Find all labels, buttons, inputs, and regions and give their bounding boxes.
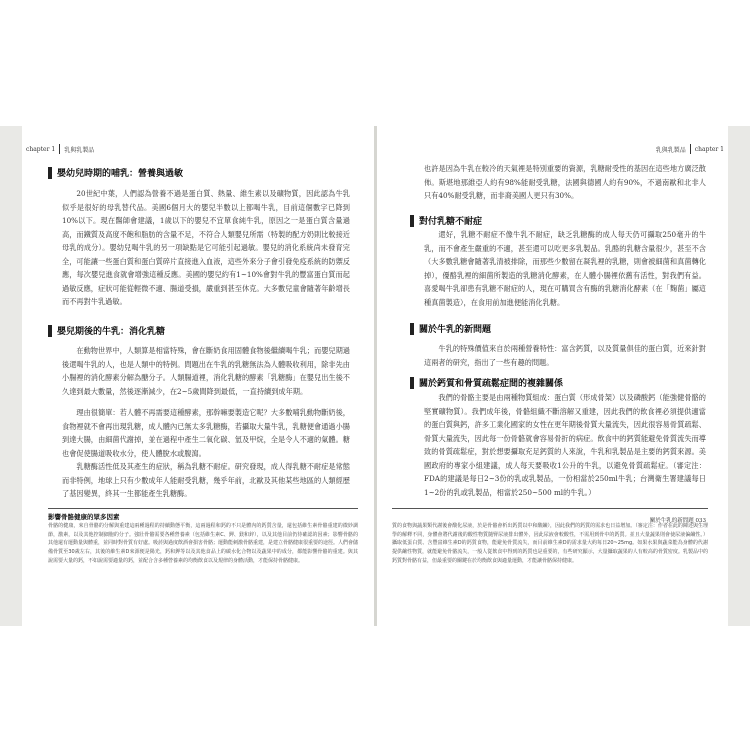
heading-marker — [410, 377, 414, 389]
footnote-title: 影響骨骼健康的眾多因素 — [48, 513, 120, 521]
footnote-text: 骨骼的健康，來自骨骼的分解與重建這兩種過程的持續動態平衡，這兩過程和鈣的不只是體內的鈣質含量，還包括維生素骨骼重建的微妙調節，激素，以及其他控制細胞的分子。強壯骨骼需要各種營養素（包括維生素C、鉀、鎂和鋅），以及其他目前仍待確認的因素；影響骨骼的其他還有運動量與體重，並同時對骨質有好處。吸菸與過度飲酒會損害骨骼；運動能刺激骨骼重建，是建立骨骼健康很重要的途徑。人們會儲備骨質至30歲左右，其後的維生素D來源便是陽光，鈣和鉀等以及其他食品上的碳水化合物以及蔬果中的成分，都能影響骨骼的重建。與其說需要大量的鈣，不如說需要適量的鈣，並配合含多種營養素的均衡飲食以及規律的身體活動，才能保持骨骼健康。 — [48, 523, 359, 564]
body-paragraph: 我們的骨骼主要是由兩種物質組成：蛋白質（形成骨架）以及磷酸鈣（能強健骨骼的堅實礦物質）。我們成年後，骨骼組織不斷溶解又重建，因此我們的飲食裡必須提供適當的蛋白質與鈣，許多工業化國家的女性在更年期後骨質大量流失，因此很容易骨質疏鬆、骨質大量流失，因此每一份骨骼就會容易骨折的病症。飲食中的鈣質能避免骨質流失而導致的骨質疏鬆症，對於想要攝取充足鈣質的人來說，牛乳和乳製品是主要的鈣質來源。美國政府的專家小組建議，成人每天要吸收1公升的牛乳，以避免骨質疏鬆症。（審定注：FDA的建議是每日2~3份的乳或乳製品，一份相當於250ml牛乳；台灣衛生署建議每日1~2份的乳或乳製品，相當於250~500 ml的牛乳。） — [424, 393, 706, 497]
section-heading — [48, 324, 165, 337]
body-paragraph: 在動物世界中，人類算是相當特殊，會在斷奶食用固體食物後繼續喝牛乳；而嬰兒期過後還喝牛乳的人，也是人類中的特例。問題出在牛乳的乳糖無法為人體吸收利用，除非先由小腸裡的消化酵素分解為醣分子。人類腸道裡，消化乳糖的酵素「乳糖酶」在嬰兒出生後不久達到最大數量，然後逐漸減少，在2~5歲間降到最低，一直持續到成年期。 — [62, 346, 350, 396]
body-paragraph: 還好，乳糖不耐症不像牛乳不耐症，缺乏乳糖酶的成人每天仍可攝取250毫升的牛乳，而不會產生嚴重的不適，甚至還可以吃更多乳製品。乳酪的乳糖含量很少，甚至不含（大多數乳糖會隨著乳清被排除，而那些少數留在凝乳裡的乳糖，則會被細菌和真菌轉化掉），優酪乳裡的細菌所製造的乳糖消化酵素，在人體小腸裡依舊有活性，對我們有益。喜愛喝牛乳卻患有乳糖不耐症的人，現在可購買含有酶的乳糖消化酵素（在「麴菌」屬這種真菌製造），在食用前加進便能消化乳糖。 — [424, 230, 706, 307]
left-section-label: 乳與乳製品 — [64, 146, 95, 154]
heading-marker — [410, 215, 414, 227]
body-paragraph: 20世紀中葉，人們認為營養不過是蛋白質、熱量、維生素以及礦物質，因此認為牛乳似乎是很好的母乳替代品。美國6個月大的嬰兒半數以上都喝牛乳，目前這個數字已降到10%以下。現在醫師會建議，1歲以下的嬰兒不宜單食純牛乳，原因之一是蛋白質含量過高，而鐵質及高度不飽和脂肪的含量不足，不符合人類嬰兒所需（特製的配方奶則比較接近母乳的成分）。嬰幼兒喝牛乳的另一項缺點是它可能引起過敏。嬰兒的消化系統尚未發育完全，可能讓一些蛋白質和蛋白質碎片直接進入血液，這些外來分子會引發免疫系統的防禦反應，每次嬰兒進食就會增強這種反應。美國的嬰兒約有1~10%會對牛乳的豐富蛋白質而起過敏反應，症狀可能從輕微不適、腸道受損，嚴重到甚至休克。大多數兒童會隨著年齡增長而不再對牛乳過敏。 — [62, 189, 350, 306]
heading-marker — [48, 167, 52, 179]
section-heading-text: 嬰幼兒時期的哺乳：營養與過敏 — [57, 169, 184, 179]
section-heading — [410, 376, 563, 389]
right-section-label: 乳與乳製品 — [655, 146, 686, 154]
body-paragraph: 也許是因為牛乳在較冷的天氣裡是特別重要的資源，乳糖耐受性的基因在這些地方廣泛散佈。斯堪地那維亞人約有98%能耐受乳糖，法國與德國人約有90%，不過南歐和北非人只有40%耐受乳糖，而非裔美國人更只有30%。 — [424, 164, 706, 200]
running-head-divider — [690, 144, 691, 154]
heading-marker — [48, 325, 52, 337]
section-heading-text: 關於牛乳的新問題 — [419, 325, 492, 335]
section-heading-text: 嬰兒期後的牛乳：消化乳糖 — [57, 327, 166, 337]
section-heading — [410, 322, 491, 335]
running-head-divider — [59, 144, 60, 154]
section-heading — [48, 166, 183, 179]
right-running-head — [656, 144, 724, 154]
left-chapter-label: chapter 1 — [26, 145, 56, 153]
section-heading — [410, 214, 482, 227]
body-paragraph: 乳糖酶活性低及其產生的症狀，稱為乳糖不耐症。研究發現，成人得乳糖不耐症是常態而非特例，地球上只有少數成年人能耐受乳糖，幾乎年前，北歐及其他某些地區的人類經歷了基因變異，終其一生都能產生乳糖酶。 — [62, 462, 350, 498]
book-gutter — [374, 126, 377, 626]
body-paragraph: 理由很簡單：若人體不再需要這種酵素，那幹嘛要製造它呢？大多數哺乳動物斷奶後，食物裡就不會再出現乳糖，成人體內已無太多乳糖酶，若攝取大量牛乳，乳糖便會通過小腸到達大腸，由細菌代謝掉，並在過程中產生二氧化碳、氫及甲烷，全是令人不適的氣體。糖也會促使腸道吸收水分，使人體脫水或腹瀉。 — [62, 408, 350, 458]
footnote-text: 質的食物與蔬果類代謝後會酸化尿液，於是骨骼會析出鈣質以中和酸鹼），因此我們的鈣質的需求也日益增加。（審定注：作者在此的陳述與生理學的解釋不同，身體會將代謝後的酸性物質隨腎尿液排出體外，因此尿液會較酸性，不需用到骨中的鈣質。並且大量蔬果則會使尿液偏鹼性。）攝取低蛋白質、含豐富維生素D的鈣質食物，能避免骨質流失，而目前維生素D的需求量大約每日20~25mg。如果水果與蔬菜能為身體的代謝提供鹼性物質，就能避免骨骼流失，一般人從飲食中得到的鈣質也是重要的，有些研究顯示，大量攝取蔬果的人有較高的骨質密度。乳製品中的鈣質對骨骼有益，但最重要的關鍵在於均衡飲食與適量運動，才能讓骨骼保持健康。 — [392, 523, 708, 564]
page-folio: 關於牛乳的新問題 033 — [649, 518, 706, 524]
left-running-head — [26, 144, 94, 154]
left-page-edge — [0, 126, 22, 626]
footnote-rule — [48, 508, 358, 509]
section-heading-text: 對付乳糖不耐症 — [419, 217, 483, 227]
heading-marker — [410, 323, 414, 335]
body-paragraph: 牛乳的特殊價值來自於兩種營養特性：富含鈣質，以及質量俱佳的蛋白質，近來針對這兩者的研究，指出了一些有趣的問題。 — [424, 344, 706, 367]
right-page-edge — [728, 126, 750, 626]
section-heading-text: 關於鈣質和骨質疏鬆症間的複雜關係 — [419, 379, 564, 389]
right-chapter-label: chapter 1 — [694, 145, 724, 153]
footnote-rule — [392, 508, 708, 509]
